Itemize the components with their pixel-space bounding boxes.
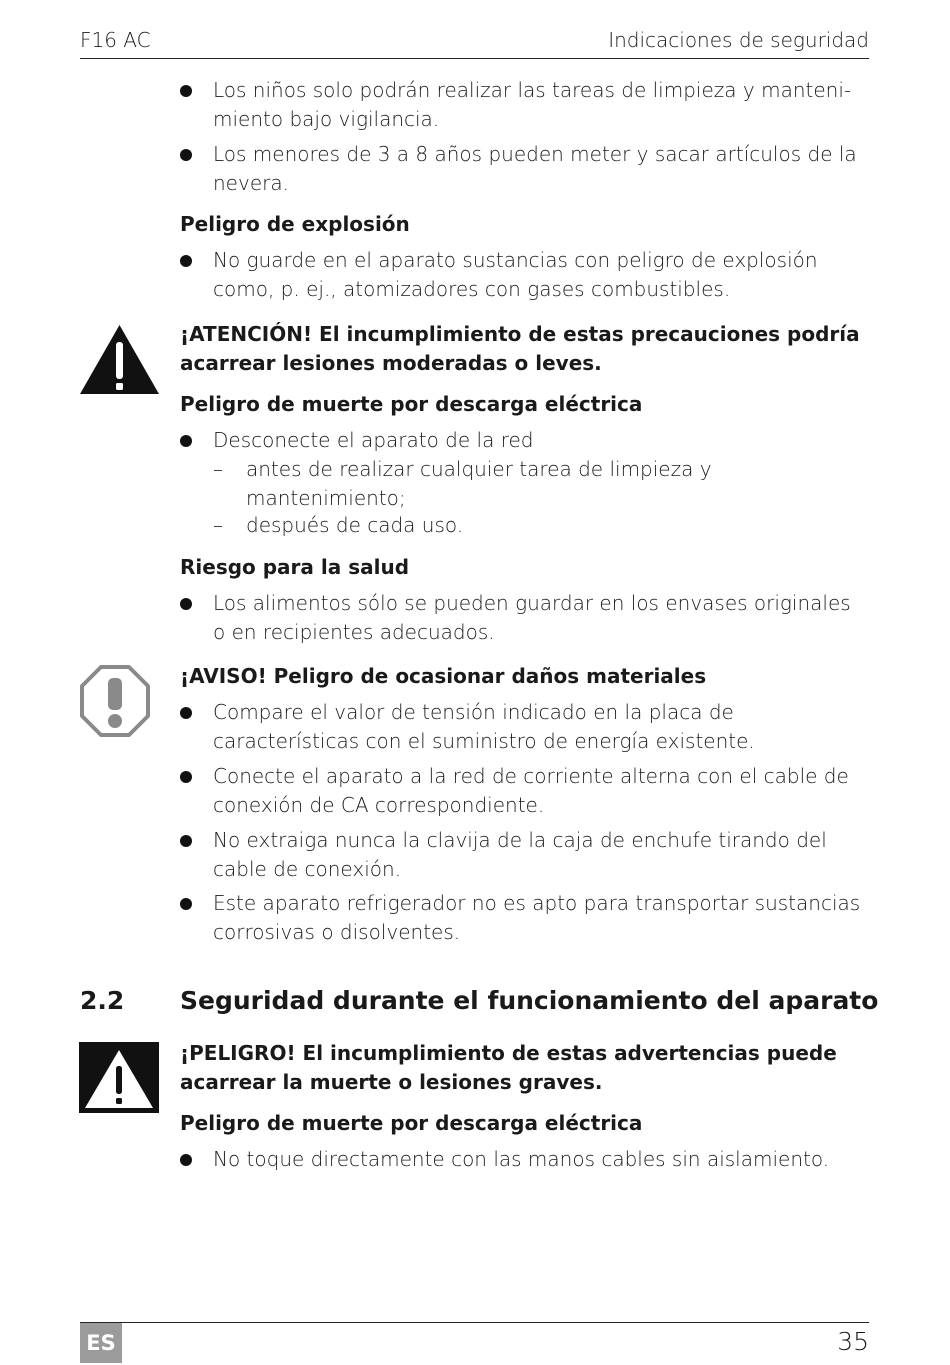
bullet-text: Desconecte el aparato de la red [213,428,534,452]
page-header [80,26,869,59]
bullet-dot [180,771,192,783]
bullet-text: Este aparato refrigerador no es apto para transportar sustancias corrosivas o disolventes. [213,891,861,944]
attention-notice: ¡ATENCIÓN! El incumplimiento de estas precauciones podría acarrear lesiones moderadas o leves. [180,322,860,375]
bullet-text: Los menores de 3 a 8 años pueden meter y sacar artículos de la nevera. [213,142,857,195]
dash-text: después de cada uso. [246,513,464,537]
section-number: 2.2 [80,986,125,1015]
bullet-dot [180,598,192,610]
shock-heading: Peligro de muerte por descarga eléctrica [180,392,643,416]
bullet-text: Los alimentos sólo se pueden guardar en los envases originales o en recipientes adecuados. [213,591,851,644]
bullet-text: No toque directamente con las manos cables sin aislamiento. [213,1147,830,1171]
dash-mark: – [213,457,223,481]
octagon-exclamation-icon [79,664,151,738]
bullet-dot [180,707,192,719]
bullet-text: Compare el valor de tensión indicado en la placa de características con el suministro de energía existente. [213,700,755,753]
bullet-dot [180,85,192,97]
bullet-text: No guarde en el aparato sustancias con peligro de explosión como, p. ej., atomizadores con gases combustibles. [213,248,818,301]
bullet-dot [180,435,192,447]
bullet-dot [180,149,192,161]
danger-triangle-icon [79,1042,159,1113]
header-model: F16 AC [80,28,151,52]
language-badge: ES [80,1323,122,1363]
bullet-dot [180,835,192,847]
bullet-dot [180,898,192,910]
explosion-heading: Peligro de explosión [180,212,410,236]
bullet-text: Los niños solo podrán realizar las tareas de limpieza y manteni- miento bajo vigilancia. [213,78,852,131]
bullet-text: No extraiga nunca la clavija de la caja de enchufe tirando del cable de conexión. [213,828,827,881]
shock-heading: Peligro de muerte por descarga eléctrica [180,1111,643,1135]
health-heading: Riesgo para la salud [180,555,410,579]
footer-rule [80,1322,869,1323]
bullet-text: Conecte el aparato a la red de corriente alterna con el cable de conexión de CA correspondiente. [213,764,849,817]
dash-text: antes de realizar cualquier tarea de limpieza y mantenimiento; [246,457,712,510]
page-number: 35 [837,1327,869,1356]
section-title: Seguridad durante el funcionamiento del aparato [180,986,879,1015]
danger-notice: ¡PELIGRO! El incumplimiento de estas advertencias puede acarrear la muerte o lesiones graves. [180,1041,837,1094]
notice-heading: ¡AVISO! Peligro de ocasionar daños materiales [180,664,707,688]
bullet-dot [180,1154,192,1166]
bullet-dot [180,255,192,267]
dash-mark: – [213,513,223,537]
header-section-title: Indicaciones de seguridad [608,28,869,52]
warning-triangle-icon [79,323,160,395]
